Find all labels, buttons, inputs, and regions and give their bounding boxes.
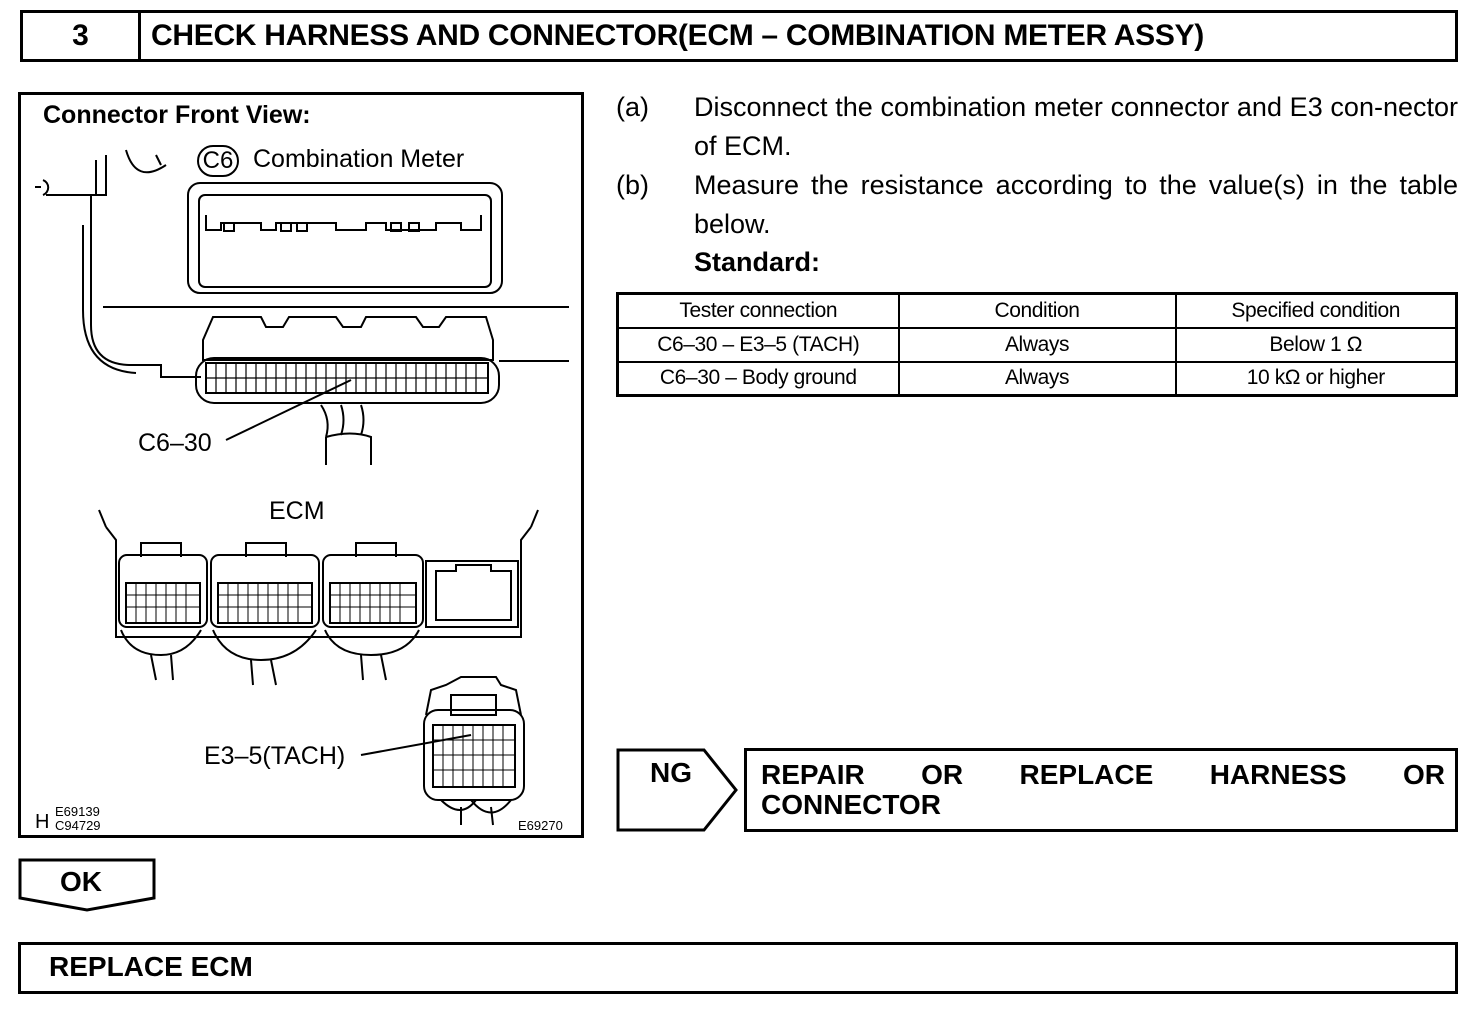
ng-result-line2: CONNECTOR bbox=[761, 789, 941, 820]
connector-figure bbox=[18, 92, 584, 838]
table-cell: 10 kΩ or higher bbox=[1176, 362, 1457, 396]
table-row bbox=[618, 362, 1457, 396]
ok-label: OK bbox=[60, 866, 102, 897]
header-tester-connection: Tester connection bbox=[618, 294, 899, 328]
ng-label: NG bbox=[650, 757, 692, 788]
c6-pin-label: C6–30 bbox=[138, 429, 212, 457]
step-title: CHECK HARNESS AND CONNECTOR(ECM – COMBINATION METER ASSY) bbox=[151, 19, 1204, 52]
table-cell: C6–30 – Body ground bbox=[618, 362, 899, 396]
step-a-text: Disconnect the combination meter connector and E3 con-nector of ECM. bbox=[694, 92, 1458, 161]
ref-id-1: E69139 bbox=[55, 804, 100, 819]
final-action-text: REPLACE ECM bbox=[49, 951, 253, 982]
ref-right: E69270 bbox=[518, 818, 563, 833]
step-b-label: (b) bbox=[616, 170, 649, 200]
step-a-label: (a) bbox=[616, 92, 649, 122]
standard-label: Standard: bbox=[694, 247, 821, 277]
ng-word: OR bbox=[921, 759, 964, 790]
ng-result-line1 bbox=[761, 759, 1445, 791]
table-cell: Below 1 Ω bbox=[1176, 328, 1457, 362]
ref-prefix: H bbox=[35, 811, 50, 833]
table-cell: Always bbox=[899, 362, 1176, 396]
spec-table bbox=[616, 292, 1458, 397]
e3-pin-label: E3–5(TACH) bbox=[204, 742, 346, 770]
table-cell: Always bbox=[899, 328, 1176, 362]
header-specified-condition: Specified condition bbox=[1176, 294, 1457, 328]
ng-result-box bbox=[744, 748, 1458, 832]
step-b-text: Measure the resistance according to the value(s) in the table below. bbox=[694, 170, 1458, 239]
c6-connector-code: C6 bbox=[197, 145, 239, 177]
final-action-box bbox=[18, 942, 1458, 994]
table-row bbox=[618, 328, 1457, 362]
figure-heading: Connector Front View: bbox=[43, 101, 311, 129]
step-header bbox=[20, 10, 1458, 62]
connector-diagram-icon bbox=[21, 95, 581, 835]
table-header-row bbox=[618, 294, 1457, 328]
header-condition: Condition bbox=[899, 294, 1176, 328]
ng-word: HARNESS bbox=[1209, 759, 1347, 790]
ng-word: REPAIR bbox=[761, 759, 865, 790]
ng-word: REPLACE bbox=[1019, 759, 1154, 790]
ref-id-2: C94729 bbox=[55, 818, 101, 833]
c6-connector-label: Combination Meter bbox=[253, 145, 465, 173]
step-number: 3 bbox=[23, 13, 141, 59]
ecm-label: ECM bbox=[269, 497, 325, 525]
table-cell: C6–30 – E3–5 (TACH) bbox=[618, 328, 899, 362]
ng-word: OR bbox=[1403, 759, 1445, 790]
